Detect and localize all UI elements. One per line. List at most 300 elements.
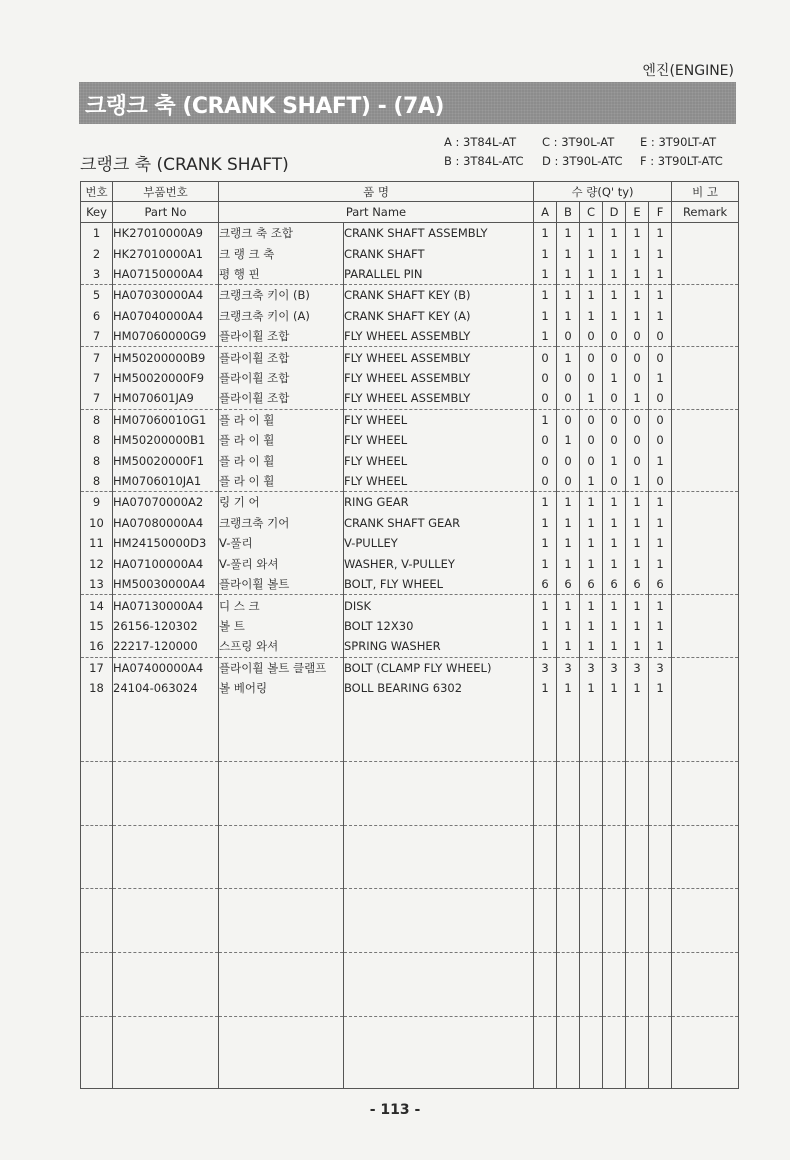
qty-c-cell: 1 bbox=[580, 616, 603, 636]
remark-cell bbox=[672, 243, 739, 263]
blank-cell bbox=[672, 762, 739, 826]
model-b: B : 3T84L-ATC bbox=[444, 154, 524, 168]
part-name-kr-cell: 디 스 크 bbox=[219, 595, 344, 616]
qty-f-cell: 0 bbox=[649, 326, 672, 347]
part-name-kr-cell: 플 라 이 휠 bbox=[219, 409, 344, 430]
blank-cell bbox=[219, 825, 344, 889]
blank-cell bbox=[344, 762, 534, 826]
qty-f-cell: 1 bbox=[649, 616, 672, 636]
header-part-name-en: Part Name bbox=[219, 202, 534, 223]
part-no-cell: HM50020000F9 bbox=[113, 368, 219, 388]
header-part-name-kr: 품 명 bbox=[219, 182, 534, 202]
part-name-kr-cell: 크 랭 크 축 bbox=[219, 243, 344, 263]
qty-d-cell: 1 bbox=[603, 678, 626, 698]
part-name-kr-cell: 크랭크축 키이 (A) bbox=[219, 306, 344, 326]
qty-c-cell: 1 bbox=[580, 595, 603, 616]
qty-b-cell: 1 bbox=[557, 430, 580, 450]
part-name-en-cell: BOLT, FLY WHEEL bbox=[344, 574, 534, 595]
qty-c-cell: 1 bbox=[580, 264, 603, 285]
blank-cell bbox=[81, 762, 113, 826]
blank-cell bbox=[672, 953, 739, 1017]
table-row bbox=[81, 595, 739, 616]
part-no-cell: HA07080000A4 bbox=[113, 513, 219, 533]
blank-cell bbox=[626, 953, 649, 1017]
qty-f-cell: 1 bbox=[649, 636, 672, 657]
blank-cell bbox=[580, 889, 603, 953]
header-remark-en: Remark bbox=[672, 202, 739, 223]
remark-cell bbox=[672, 450, 739, 470]
remark-cell bbox=[672, 264, 739, 285]
blank-cell bbox=[113, 953, 219, 1017]
qty-c-cell: 1 bbox=[580, 388, 603, 409]
qty-a-cell: 1 bbox=[534, 554, 557, 574]
header-part-no-kr: 부품번호 bbox=[113, 182, 219, 202]
blank-cell bbox=[113, 889, 219, 953]
header-qty-e: E bbox=[626, 202, 649, 223]
blank-cell bbox=[81, 698, 113, 761]
qty-f-cell: 0 bbox=[649, 471, 672, 492]
part-name-kr-cell: 평 행 핀 bbox=[219, 264, 344, 285]
qty-b-cell: 1 bbox=[557, 513, 580, 533]
blank-cell bbox=[626, 825, 649, 889]
qty-a-cell: 1 bbox=[534, 285, 557, 306]
table-row bbox=[81, 492, 739, 513]
model-c: C : 3T90L-AT bbox=[542, 135, 615, 149]
remark-cell bbox=[672, 574, 739, 595]
qty-c-cell: 1 bbox=[580, 471, 603, 492]
table-row bbox=[81, 616, 739, 636]
table-row bbox=[81, 347, 739, 368]
key-cell: 11 bbox=[81, 533, 113, 553]
qty-f-cell: 1 bbox=[649, 450, 672, 470]
qty-f-cell: 1 bbox=[649, 678, 672, 698]
table-row bbox=[81, 285, 739, 306]
remark-cell bbox=[672, 657, 739, 678]
part-no-cell: HA07150000A4 bbox=[113, 264, 219, 285]
blank-cell bbox=[603, 953, 626, 1017]
remark-cell bbox=[672, 616, 739, 636]
qty-f-cell: 1 bbox=[649, 368, 672, 388]
remark-cell bbox=[672, 471, 739, 492]
qty-a-cell: 1 bbox=[534, 636, 557, 657]
qty-d-cell: 1 bbox=[603, 450, 626, 470]
part-no-cell: HM07060010G1 bbox=[113, 409, 219, 430]
blank-cell bbox=[81, 825, 113, 889]
model-f: F : 3T90LT-ATC bbox=[640, 154, 723, 168]
model-d: D : 3T90L-ATC bbox=[542, 154, 623, 168]
qty-d-cell: 1 bbox=[603, 492, 626, 513]
blank-cell bbox=[219, 889, 344, 953]
key-cell: 8 bbox=[81, 430, 113, 450]
qty-d-cell: 1 bbox=[603, 368, 626, 388]
part-no-cell: HM50200000B9 bbox=[113, 347, 219, 368]
part-no-cell: HA07030000A4 bbox=[113, 285, 219, 306]
blank-cell bbox=[603, 889, 626, 953]
blank-cell bbox=[649, 762, 672, 826]
part-no-cell: HA07040000A4 bbox=[113, 306, 219, 326]
key-cell: 8 bbox=[81, 471, 113, 492]
blank-cell bbox=[557, 825, 580, 889]
part-name-en-cell: BOLL BEARING 6302 bbox=[344, 678, 534, 698]
remark-cell bbox=[672, 326, 739, 347]
blank-row bbox=[81, 953, 739, 1017]
qty-b-cell: 1 bbox=[557, 554, 580, 574]
key-cell: 12 bbox=[81, 554, 113, 574]
qty-c-cell: 0 bbox=[580, 368, 603, 388]
part-no-cell: HM0706010JA1 bbox=[113, 471, 219, 492]
part-no-cell: HK27010000A1 bbox=[113, 243, 219, 263]
parts-table bbox=[80, 181, 739, 1089]
part-name-en-cell: BOLT 12X30 bbox=[344, 616, 534, 636]
qty-a-cell: 1 bbox=[534, 513, 557, 533]
blank-cell bbox=[603, 1016, 626, 1088]
part-name-en-cell: FLY WHEEL ASSEMBLY bbox=[344, 347, 534, 368]
blank-row bbox=[81, 1016, 739, 1088]
part-name-kr-cell: 크랭크축 기어 bbox=[219, 513, 344, 533]
qty-a-cell: 1 bbox=[534, 595, 557, 616]
qty-f-cell: 1 bbox=[649, 513, 672, 533]
part-no-cell: HA07100000A4 bbox=[113, 554, 219, 574]
key-cell: 18 bbox=[81, 678, 113, 698]
part-no-cell: HM50030000A4 bbox=[113, 574, 219, 595]
table-row bbox=[81, 678, 739, 698]
table-row bbox=[81, 264, 739, 285]
blank-cell bbox=[81, 953, 113, 1017]
qty-f-cell: 1 bbox=[649, 533, 672, 553]
blank-cell bbox=[626, 1016, 649, 1088]
table-row bbox=[81, 223, 739, 244]
blank-cell bbox=[649, 825, 672, 889]
part-name-en-cell: WASHER, V-PULLEY bbox=[344, 554, 534, 574]
section-label: 엔진(ENGINE) bbox=[642, 63, 734, 79]
blank-row bbox=[81, 698, 739, 761]
remark-cell bbox=[672, 223, 739, 244]
part-name-kr-cell: 크랭크 축 조합 bbox=[219, 223, 344, 244]
qty-e-cell: 3 bbox=[626, 657, 649, 678]
table-row bbox=[81, 368, 739, 388]
part-name-en-cell: FLY WHEEL bbox=[344, 471, 534, 492]
qty-d-cell: 1 bbox=[603, 533, 626, 553]
table-row bbox=[81, 243, 739, 263]
part-name-kr-cell: 플라이휠 조합 bbox=[219, 326, 344, 347]
qty-e-cell: 6 bbox=[626, 574, 649, 595]
qty-c-cell: 1 bbox=[580, 306, 603, 326]
qty-b-cell: 1 bbox=[557, 636, 580, 657]
blank-cell bbox=[603, 698, 626, 761]
qty-a-cell: 1 bbox=[534, 409, 557, 430]
part-name-kr-cell: V-풀리 bbox=[219, 533, 344, 553]
table-row bbox=[81, 388, 739, 409]
table-row bbox=[81, 574, 739, 595]
blank-cell bbox=[344, 889, 534, 953]
qty-b-cell: 1 bbox=[557, 595, 580, 616]
qty-a-cell: 1 bbox=[534, 223, 557, 244]
remark-cell bbox=[672, 430, 739, 450]
part-no-cell: HM50200000B1 bbox=[113, 430, 219, 450]
part-name-en-cell: CRANK SHAFT ASSEMBLY bbox=[344, 223, 534, 244]
table-row bbox=[81, 513, 739, 533]
blank-cell bbox=[603, 762, 626, 826]
remark-cell bbox=[672, 492, 739, 513]
qty-b-cell: 1 bbox=[557, 223, 580, 244]
qty-e-cell: 1 bbox=[626, 595, 649, 616]
table-row bbox=[81, 554, 739, 574]
key-cell: 16 bbox=[81, 636, 113, 657]
part-name-en-cell: SPRING WASHER bbox=[344, 636, 534, 657]
blank-cell bbox=[113, 698, 219, 761]
blank-cell bbox=[580, 698, 603, 761]
qty-e-cell: 1 bbox=[626, 264, 649, 285]
part-name-kr-cell: 볼 베어링 bbox=[219, 678, 344, 698]
qty-c-cell: 0 bbox=[580, 409, 603, 430]
remark-cell bbox=[672, 368, 739, 388]
part-name-kr-cell: 플라이휠 조합 bbox=[219, 388, 344, 409]
part-name-kr-cell: 플라이휠 볼트 bbox=[219, 574, 344, 595]
qty-f-cell: 1 bbox=[649, 492, 672, 513]
qty-f-cell: 1 bbox=[649, 264, 672, 285]
header-qty-c: C bbox=[580, 202, 603, 223]
qty-e-cell: 1 bbox=[626, 513, 649, 533]
table-row bbox=[81, 450, 739, 470]
blank-cell bbox=[219, 953, 344, 1017]
qty-a-cell: 3 bbox=[534, 657, 557, 678]
part-no-cell: HM070601JA9 bbox=[113, 388, 219, 409]
header-key-kr: 번호 bbox=[81, 182, 113, 202]
qty-d-cell: 0 bbox=[603, 388, 626, 409]
part-name-en-cell: CRANK SHAFT KEY (A) bbox=[344, 306, 534, 326]
qty-d-cell: 0 bbox=[603, 430, 626, 450]
blank-cell bbox=[534, 953, 557, 1017]
blank-cell bbox=[672, 889, 739, 953]
blank-cell bbox=[580, 1016, 603, 1088]
key-cell: 3 bbox=[81, 264, 113, 285]
header-remark-kr: 비 고 bbox=[672, 182, 739, 202]
key-cell: 5 bbox=[81, 285, 113, 306]
qty-b-cell: 0 bbox=[557, 450, 580, 470]
qty-d-cell: 1 bbox=[603, 513, 626, 533]
qty-e-cell: 0 bbox=[626, 347, 649, 368]
header-qty-kr: 수 량(Q' ty) bbox=[534, 182, 672, 202]
qty-e-cell: 1 bbox=[626, 471, 649, 492]
blank-cell bbox=[557, 1016, 580, 1088]
qty-a-cell: 1 bbox=[534, 264, 557, 285]
qty-c-cell: 3 bbox=[580, 657, 603, 678]
blank-cell bbox=[672, 825, 739, 889]
qty-c-cell: 1 bbox=[580, 533, 603, 553]
remark-cell bbox=[672, 554, 739, 574]
qty-b-cell: 1 bbox=[557, 492, 580, 513]
qty-b-cell: 0 bbox=[557, 368, 580, 388]
blank-row bbox=[81, 889, 739, 953]
blank-cell bbox=[344, 1016, 534, 1088]
key-cell: 8 bbox=[81, 409, 113, 430]
qty-b-cell: 0 bbox=[557, 326, 580, 347]
qty-d-cell: 1 bbox=[603, 243, 626, 263]
part-no-cell: HM50020000F1 bbox=[113, 450, 219, 470]
model-a: A : 3T84L-AT bbox=[444, 135, 517, 149]
table-row bbox=[81, 533, 739, 553]
qty-c-cell: 1 bbox=[580, 554, 603, 574]
key-cell: 9 bbox=[81, 492, 113, 513]
qty-c-cell: 1 bbox=[580, 513, 603, 533]
qty-e-cell: 0 bbox=[626, 368, 649, 388]
qty-b-cell: 1 bbox=[557, 678, 580, 698]
table-row bbox=[81, 471, 739, 492]
qty-d-cell: 6 bbox=[603, 574, 626, 595]
qty-d-cell: 1 bbox=[603, 595, 626, 616]
qty-b-cell: 6 bbox=[557, 574, 580, 595]
blank-cell bbox=[534, 698, 557, 761]
qty-d-cell: 3 bbox=[603, 657, 626, 678]
blank-cell bbox=[603, 825, 626, 889]
qty-e-cell: 1 bbox=[626, 533, 649, 553]
part-name-en-cell: FLY WHEEL ASSEMBLY bbox=[344, 368, 534, 388]
part-name-en-cell: FLY WHEEL ASSEMBLY bbox=[344, 388, 534, 409]
qty-e-cell: 0 bbox=[626, 326, 649, 347]
key-cell: 7 bbox=[81, 368, 113, 388]
blank-cell bbox=[113, 1016, 219, 1088]
qty-f-cell: 0 bbox=[649, 409, 672, 430]
part-name-kr-cell: 스프링 와셔 bbox=[219, 636, 344, 657]
model-e: E : 3T90LT-AT bbox=[640, 135, 717, 149]
qty-a-cell: 1 bbox=[534, 616, 557, 636]
key-cell: 6 bbox=[81, 306, 113, 326]
blank-cell bbox=[580, 953, 603, 1017]
remark-cell bbox=[672, 347, 739, 368]
qty-e-cell: 1 bbox=[626, 636, 649, 657]
part-name-en-cell: FLY WHEEL bbox=[344, 450, 534, 470]
part-name-en-cell: FLY WHEEL bbox=[344, 430, 534, 450]
part-name-en-cell: BOLT (CLAMP FLY WHEEL) bbox=[344, 657, 534, 678]
header-qty-a: A bbox=[534, 202, 557, 223]
part-name-kr-cell: 플 라 이 휠 bbox=[219, 430, 344, 450]
qty-e-cell: 0 bbox=[626, 450, 649, 470]
qty-d-cell: 1 bbox=[603, 554, 626, 574]
qty-a-cell: 0 bbox=[534, 368, 557, 388]
key-cell: 14 bbox=[81, 595, 113, 616]
part-name-en-cell: V-PULLEY bbox=[344, 533, 534, 553]
blank-cell bbox=[649, 889, 672, 953]
part-name-kr-cell: V-풀리 와셔 bbox=[219, 554, 344, 574]
header-key-en: Key bbox=[81, 202, 113, 223]
qty-f-cell: 1 bbox=[649, 554, 672, 574]
part-name-en-cell: PARALLEL PIN bbox=[344, 264, 534, 285]
qty-e-cell: 1 bbox=[626, 616, 649, 636]
qty-b-cell: 1 bbox=[557, 347, 580, 368]
qty-e-cell: 0 bbox=[626, 409, 649, 430]
qty-e-cell: 1 bbox=[626, 223, 649, 244]
qty-a-cell: 0 bbox=[534, 388, 557, 409]
blank-cell bbox=[649, 953, 672, 1017]
part-name-en-cell: CRANK SHAFT bbox=[344, 243, 534, 263]
qty-a-cell: 0 bbox=[534, 347, 557, 368]
key-cell: 7 bbox=[81, 347, 113, 368]
remark-cell bbox=[672, 513, 739, 533]
part-name-en-cell: CRANK SHAFT GEAR bbox=[344, 513, 534, 533]
header-qty-b: B bbox=[557, 202, 580, 223]
part-name-en-cell: RING GEAR bbox=[344, 492, 534, 513]
remark-cell bbox=[672, 595, 739, 616]
header-part-no-en: Part No bbox=[113, 202, 219, 223]
blank-cell bbox=[219, 1016, 344, 1088]
qty-c-cell: 0 bbox=[580, 326, 603, 347]
qty-c-cell: 1 bbox=[580, 636, 603, 657]
blank-cell bbox=[534, 889, 557, 953]
remark-cell bbox=[672, 285, 739, 306]
header-qty-f: F bbox=[649, 202, 672, 223]
qty-e-cell: 1 bbox=[626, 492, 649, 513]
qty-c-cell: 1 bbox=[580, 678, 603, 698]
remark-cell bbox=[672, 409, 739, 430]
qty-b-cell: 3 bbox=[557, 657, 580, 678]
qty-e-cell: 1 bbox=[626, 554, 649, 574]
key-cell: 17 bbox=[81, 657, 113, 678]
qty-b-cell: 0 bbox=[557, 471, 580, 492]
qty-b-cell: 1 bbox=[557, 533, 580, 553]
blank-cell bbox=[557, 762, 580, 826]
key-cell: 8 bbox=[81, 450, 113, 470]
qty-c-cell: 1 bbox=[580, 285, 603, 306]
qty-b-cell: 1 bbox=[557, 285, 580, 306]
key-cell: 13 bbox=[81, 574, 113, 595]
blank-cell bbox=[113, 825, 219, 889]
blank-cell bbox=[219, 762, 344, 826]
qty-d-cell: 1 bbox=[603, 616, 626, 636]
blank-cell bbox=[344, 953, 534, 1017]
table-row bbox=[81, 326, 739, 347]
qty-d-cell: 0 bbox=[603, 347, 626, 368]
qty-a-cell: 1 bbox=[534, 533, 557, 553]
qty-a-cell: 6 bbox=[534, 574, 557, 595]
qty-e-cell: 1 bbox=[626, 678, 649, 698]
qty-f-cell: 0 bbox=[649, 388, 672, 409]
qty-d-cell: 1 bbox=[603, 285, 626, 306]
blank-cell bbox=[344, 825, 534, 889]
qty-e-cell: 1 bbox=[626, 285, 649, 306]
blank-cell bbox=[580, 762, 603, 826]
title-band bbox=[79, 82, 736, 124]
part-name-kr-cell: 볼 트 bbox=[219, 616, 344, 636]
table-row bbox=[81, 636, 739, 657]
qty-f-cell: 0 bbox=[649, 347, 672, 368]
part-no-cell: HA07400000A4 bbox=[113, 657, 219, 678]
qty-f-cell: 1 bbox=[649, 223, 672, 244]
qty-e-cell: 1 bbox=[626, 388, 649, 409]
key-cell: 1 bbox=[81, 223, 113, 244]
qty-d-cell: 1 bbox=[603, 306, 626, 326]
key-cell: 7 bbox=[81, 326, 113, 347]
key-cell: 10 bbox=[81, 513, 113, 533]
qty-f-cell: 6 bbox=[649, 574, 672, 595]
qty-a-cell: 0 bbox=[534, 450, 557, 470]
qty-d-cell: 1 bbox=[603, 636, 626, 657]
part-name-en-cell: FLY WHEEL ASSEMBLY bbox=[344, 326, 534, 347]
qty-e-cell: 0 bbox=[626, 430, 649, 450]
qty-f-cell: 1 bbox=[649, 306, 672, 326]
blank-cell bbox=[580, 825, 603, 889]
part-no-cell: 24104-063024 bbox=[113, 678, 219, 698]
qty-a-cell: 0 bbox=[534, 430, 557, 450]
part-no-cell: 22217-120000 bbox=[113, 636, 219, 657]
page-number: - 113 - bbox=[369, 1102, 421, 1118]
blank-cell bbox=[557, 953, 580, 1017]
blank-cell bbox=[649, 698, 672, 761]
qty-a-cell: 1 bbox=[534, 326, 557, 347]
part-name-en-cell: FLY WHEEL bbox=[344, 409, 534, 430]
qty-a-cell: 1 bbox=[534, 492, 557, 513]
qty-f-cell: 3 bbox=[649, 657, 672, 678]
blank-cell bbox=[649, 1016, 672, 1088]
